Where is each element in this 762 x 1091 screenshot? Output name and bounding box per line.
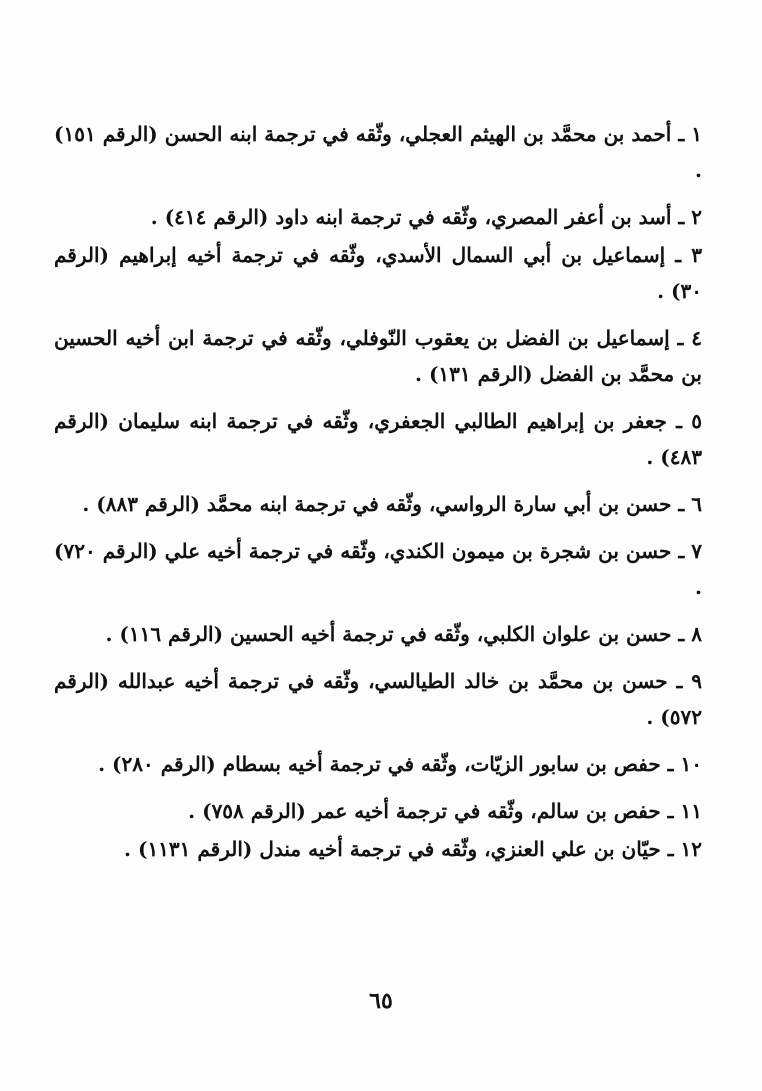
list-item: ٧ ـ حسن بن شجرة بن ميمون الكندي، وثّقه في ترجمة أخيه علي (الرقم ٧٢٠) .	[54, 539, 702, 599]
entry-list	[54, 116, 702, 869]
list-item: ٥ ـ جعفر بن إبراهيم الطالبي الجعفري، وثّقه في ترجمة ابنه سليمان (الرقم ٤٨٣) .	[54, 409, 702, 469]
list-item: ١١ ـ حفص بن سالم، وثّقه في ترجمة أخيه عمر (الرقم ٧٥٨) .	[188, 799, 702, 823]
list-item: ٢ ـ أسد بن أعفر المصري، وثّقه في ترجمة ابنه داود (الرقم ٤١٤) .	[150, 205, 702, 229]
list-item: ٩ ـ حسن بن محمَّد بن خالد الطيالسي، وثّقه في ترجمة أخيه عبدالله (الرقم ٥٧٢) .	[54, 669, 702, 729]
list-item: ٣ ـ إسماعيل بن أبي السمال الأسدي، وثّقه في ترجمة أخيه إبراهيم (الرقم ٣٠) .	[54, 243, 702, 303]
list-item: ١ ـ أحمد بن محمَّد بن الهيثم العجلي، وثّقه في ترجمة ابنه الحسن (الرقم ١٥١) .	[54, 122, 702, 182]
list-item: ٤ ـ إسماعيل بن الفضل بن يعقوب النّوفلي، وثّقه في ترجمة ابن أخيه الحسين بن محمَّد بن الفضل (الرقم ١٣١) .	[54, 326, 702, 386]
list-item: ٦ ـ حسن بن أبي سارة الرواسي، وثّقه في ترجمة ابنه محمَّد (الرقم ٨٨٣) .	[82, 492, 702, 516]
page-number: ٦٥	[369, 988, 393, 1014]
list-item: ١٠ ـ حفص بن سابور الزيّات، وثّقه في ترجمة أخيه بسطام (الرقم ٢٨٠) .	[98, 752, 702, 776]
list-item: ١٢ ـ حيّان بن علي العنزي، وثّقه في ترجمة أخيه مندل (الرقم ١١٣١) .	[124, 837, 702, 861]
list-item: ٨ ـ حسن بن علوان الكلبي، وثّقه في ترجمة أخيه الحسين (الرقم ١١٦) .	[105, 622, 702, 646]
